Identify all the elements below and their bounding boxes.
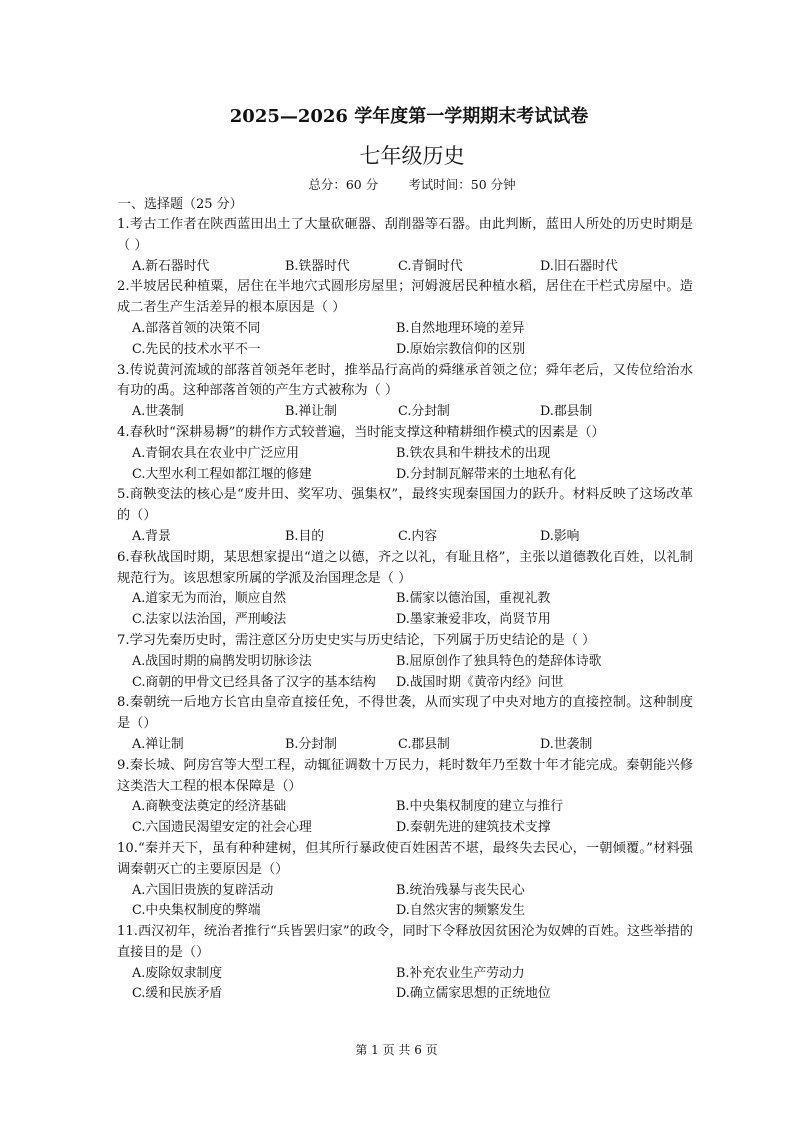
option-c: C.先民的技术水平不一 xyxy=(132,341,261,357)
option-d: D.确立儒家思想的正统地位 xyxy=(396,986,551,1002)
option-a: A.禅让制 xyxy=(132,736,184,752)
answer-options xyxy=(117,964,693,1006)
option-b: B.补充农业生产劳动力 xyxy=(396,965,525,981)
answer-options xyxy=(117,797,693,839)
option-c: C.中央集权制度的弊端 xyxy=(132,903,261,919)
option-b: B.铁农具和牛耕技术的出现 xyxy=(396,445,551,461)
option-b: B.分封制 xyxy=(285,736,337,752)
option-b: B.自然地理环境的差异 xyxy=(396,320,525,336)
option-b: B.统治残暴与丧失民心 xyxy=(396,882,525,898)
question-stem: 5.商鞅变法的核心是“废井田、奖军功、强集权”，最终实现秦国国力的跃升。材料反映了这场改革的（） xyxy=(117,487,693,524)
page-footer: 第 1 页 共 6 页 xyxy=(355,1043,438,1057)
option-b: B.屈原创作了独具特色的楚辞体诗歌 xyxy=(396,653,602,669)
option-a: A.商鞅变法奠定的经济基础 xyxy=(132,799,287,815)
section-title: 一、选择题（25 分） xyxy=(118,197,243,212)
exam-time: 考试时间：50 分钟 xyxy=(408,177,516,192)
option-d: D.战国时期《黄帝内经》问世 xyxy=(396,674,564,690)
option-d: D.秦朝先进的建筑技术支撑 xyxy=(396,820,551,836)
question-9 xyxy=(117,756,693,839)
option-c: C.青铜时代 xyxy=(398,258,463,274)
subject-title: 七年级历史 xyxy=(359,144,465,168)
question-stem: 1.考古工作者在陕西蓝田出土了大量砍砸器、刮削器等石器。由此判断，蓝田人所处的历史时期是（ ） xyxy=(117,217,693,253)
option-d: D.旧石器时代 xyxy=(540,258,618,274)
answer-options xyxy=(117,527,693,548)
option-c: C.六国遗民渴望安定的社会心理 xyxy=(132,820,312,836)
question-6 xyxy=(117,548,693,631)
option-a: A.世袭制 xyxy=(132,404,184,420)
question-2 xyxy=(117,277,693,360)
option-c: C.大型水利工程如都江堰的修建 xyxy=(132,466,312,482)
question-8 xyxy=(117,693,693,755)
option-a: A.青铜农具在农业中广泛应用 xyxy=(132,445,299,461)
option-a: A.道家无为而治，顺应自然 xyxy=(132,591,287,607)
option-c: C.内容 xyxy=(398,528,437,544)
question-stem: 10.“秦并天下，虽有种种建树，但其所行暴政使百姓困苦不堪，最终失去民心，一朝倾覆。”材料强调秦朝灭亡的主要原因是（） xyxy=(117,840,693,877)
option-c: C.法家以法治国，严刑峻法 xyxy=(132,612,287,628)
question-stem: 3.传说黄河流域的部落首领尧年老时，推举品行高尚的舜继承首领之位；舜年老后，又传位给治水有功的禹。这种部落首领的产生方式被称为（ ） xyxy=(117,362,693,399)
question-stem: 6.春秋战国时期，某思想家提出“道之以德，齐之以礼，有耻且格”，主张以道德教化百姓，以礼制规范行为。该思想家所属的学派及治国理念是（ ） xyxy=(117,549,693,586)
question-stem: 4.春秋时“深耕易耨”的耕作方式较普遍，当时能支撑这种精耕细作模式的因素是（） xyxy=(117,424,605,440)
exam-meta xyxy=(117,175,693,195)
answer-options xyxy=(117,257,693,278)
answer-options xyxy=(117,444,693,486)
option-b: B.中央集权制度的建立与推行 xyxy=(396,799,564,815)
option-c: C.郡县制 xyxy=(398,736,450,752)
option-b: B.儒家以德治国，重视礼教 xyxy=(396,591,551,607)
option-a: A.战国时期的扁鹊发明切脉诊法 xyxy=(132,653,312,669)
question-1 xyxy=(117,215,693,277)
option-d: D.分封制瓦解带来的土地私有化 xyxy=(396,466,577,482)
option-d: D.郡县制 xyxy=(540,404,593,420)
question-5 xyxy=(117,485,693,547)
question-stem: 11.西汉初年，统治者推行“兵皆罢归家”的政令，同时下令释放因贫困沦为奴婢的百姓。这些举措的直接目的是（） xyxy=(117,924,693,960)
answer-options xyxy=(117,319,693,361)
exam-title: 2025—2026 学年度第一学期期末考试试卷 xyxy=(229,106,589,127)
question-3 xyxy=(117,361,693,423)
answer-options xyxy=(117,402,693,423)
option-d: D.自然灾害的频繁发生 xyxy=(396,903,526,919)
question-10 xyxy=(117,839,693,922)
option-c: C.分封制 xyxy=(398,404,450,420)
question-stem: 7.学习先秦历史时，需注意区分历史史实与历史结论，下列属于历史结论的是（ ） xyxy=(117,632,596,648)
answer-options xyxy=(117,652,693,694)
answer-options xyxy=(117,881,693,923)
option-a: A.部落首领的决策不同 xyxy=(132,320,261,336)
answer-options xyxy=(117,589,693,631)
option-a: A.背景 xyxy=(132,528,171,544)
option-d: D.世袭制 xyxy=(540,736,593,752)
answer-options xyxy=(117,735,693,756)
option-d: D.原始宗教信仰的区别 xyxy=(396,341,526,357)
option-b: B.铁器时代 xyxy=(285,258,350,274)
option-b: B.目的 xyxy=(285,528,325,544)
option-a: A.废除奴隶制度 xyxy=(132,965,223,981)
option-d: D.墨家兼爱非攻，尚贤节用 xyxy=(396,612,551,628)
option-c: C.缓和民族矛盾 xyxy=(132,986,223,1002)
question-stem: 9.秦长城、阿房宫等大型工程，动辄征调数十万民力，耗时数年乃至数十年才能完成。秦朝能兴修这类浩大工程的根本保障是（） xyxy=(117,757,693,794)
option-b: B.禅让制 xyxy=(285,404,337,420)
question-4 xyxy=(117,423,693,485)
total-score: 总分：60 分 xyxy=(308,177,379,192)
question-stem: 2.半坡居民种植粟，居住在半地穴式圆形房屋里；河姆渡居民种植水稻，居住在干栏式房屋中。造成二者生产生活差异的根本原因是（ ） xyxy=(117,279,693,316)
question-list xyxy=(117,215,693,1005)
option-a: A.六国旧贵族的复辟活动 xyxy=(132,882,274,898)
question-stem: 8.秦朝统一后地方长官由皇帝直接任免，不得世袭，从而实现了中央对地方的直接控制。这种制度是（） xyxy=(117,695,693,732)
option-c: C.商朝的甲骨文已经具备了汉字的基本结构 xyxy=(132,674,376,690)
question-7 xyxy=(117,631,693,693)
question-11 xyxy=(117,922,693,1005)
option-d: D.影响 xyxy=(540,528,580,544)
option-a: A.新石器时代 xyxy=(132,258,210,274)
